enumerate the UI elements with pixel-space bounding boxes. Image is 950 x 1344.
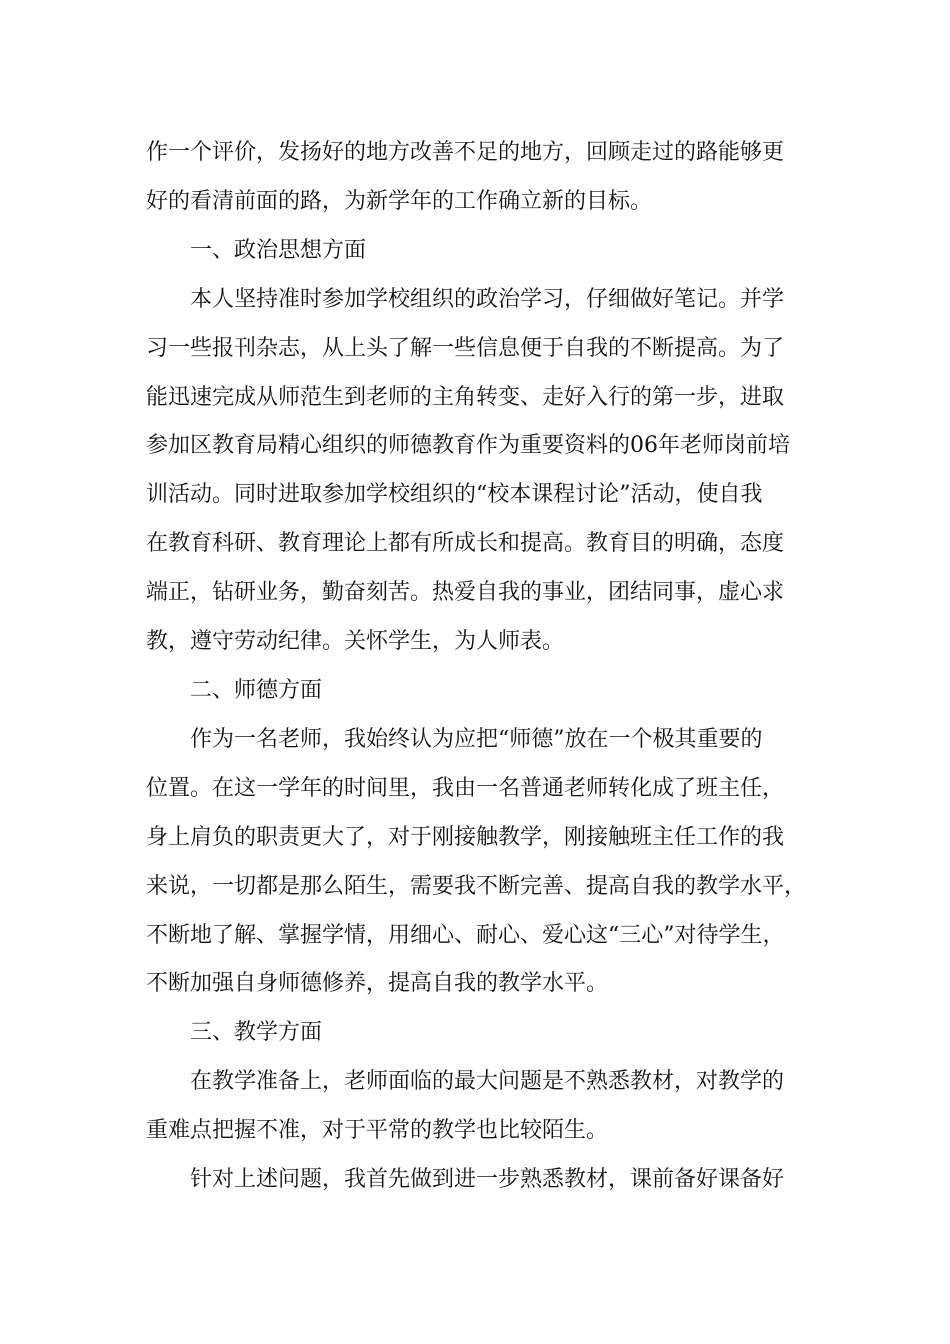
section-heading: 二、师德方面 <box>190 677 323 703</box>
section-heading-ethics <box>146 667 826 716</box>
document-body <box>146 129 826 1205</box>
text-line: 端正，钻研业务，勤奋刻苦。热爱自我的事业，团结同事，虚心求 <box>146 580 785 606</box>
text-line: 在教学准备上，老师面临的最大问题是不熟悉教材，对教学的 <box>190 1069 785 1095</box>
text-line: 重难点把握不准，对于平常的教学也比较陌生。 <box>146 1118 609 1144</box>
text-line: 训活动。同时进取参加学校组织的“校本课程讨论”活动，使自我 <box>146 482 763 508</box>
text-line: 不断加强自身师德修养，提高自我的教学水平。 <box>146 971 609 997</box>
text-line: 本人坚持准时参加学校组织的政治学习，仔细做好笔记。并学 <box>190 286 785 312</box>
section-heading-teaching <box>146 1009 826 1058</box>
text-line: 针对上述问题，我首先做到进一步熟悉教材，课前备好课备好 <box>190 1167 785 1193</box>
paragraph-teaching-response <box>146 1156 826 1205</box>
text-line: 在教育科研、教育理论上都有所成长和提高。教育目的明确，态度 <box>146 531 785 557</box>
paragraph-ethics <box>146 716 826 1009</box>
paragraph-political <box>146 276 826 667</box>
text-line: 位置。在这一学年的时间里，我由一名普通老师转化成了班主任， <box>146 775 785 801</box>
text-line: 教，遵守劳动纪律。关怀学生，为人师表。 <box>146 629 565 655</box>
section-heading-political <box>146 227 826 276</box>
paragraph-teaching-prep <box>146 1058 826 1156</box>
text-line: 来说，一切都是那么陌生，需要我不断完善、提高自我的教学水平， <box>146 873 807 899</box>
paragraph-continued <box>146 129 826 227</box>
text-line: 作为一名老师，我始终认为应把“师德”放在一个极其重要的 <box>190 726 763 752</box>
text-line: 参加区教育局精心组织的师德教育作为重要资料的06年老师岗前培 <box>146 433 790 459</box>
text-line: 习一些报刊杂志，从上头了解一些信息便于自我的不断提高。为了 <box>146 335 785 361</box>
text-line: 能迅速完成从师范生到老师的主角转变、走好入行的第一步，进取 <box>146 384 785 410</box>
text-line: 身上肩负的职责更大了，对于刚接触教学，刚接触班主任工作的我 <box>146 824 785 850</box>
section-heading: 三、教学方面 <box>190 1020 323 1046</box>
text-line: 不断地了解、掌握学情，用细心、耐心、爱心这“三心”对待学生， <box>146 922 785 948</box>
section-heading: 一、政治思想方面 <box>190 237 367 263</box>
text-line: 好的看清前面的路，为新学年的工作确立新的目标。 <box>146 188 653 214</box>
text-line: 作一个评价，发扬好的地方改善不足的地方，回顾走过的路能够更 <box>146 140 785 165</box>
